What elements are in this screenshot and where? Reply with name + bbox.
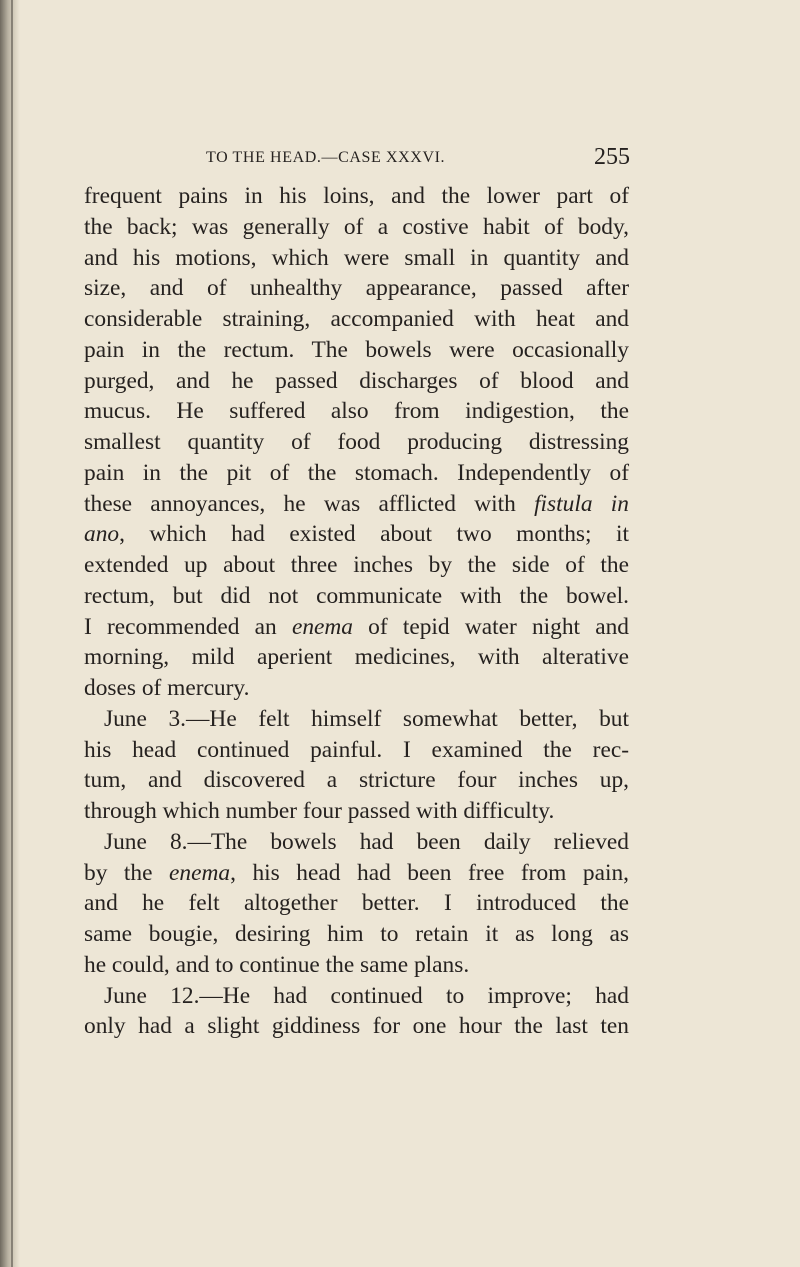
text-fragment: frequent pains in his loins, and the lower part of <box>84 183 629 209</box>
text-fragment: his head continued painful. I examined the rec- <box>84 736 629 763</box>
text-line <box>84 765 629 796</box>
text-line <box>84 704 629 735</box>
text-fragment: these annoyances, he was afflicted with <box>84 490 535 517</box>
italic-fragment: fistula in <box>534 490 629 517</box>
binding-line <box>11 0 13 1267</box>
text-fragment: and his motions, which were small in quantity and <box>84 244 629 271</box>
text-line <box>84 335 629 366</box>
text-fragment: considerable straining, accompanied with heat and <box>84 306 629 332</box>
text-fragment: same bougie, desiring him to retain it as long as <box>84 921 629 947</box>
text-line <box>84 827 629 858</box>
text-line <box>84 950 629 981</box>
text-fragment: extended up about three inches by the side of the <box>84 552 629 578</box>
text-line <box>84 427 629 458</box>
text-fragment: rectum, but did not communicate with the bowel. <box>84 582 629 609</box>
text-line <box>84 550 629 581</box>
text-line <box>84 981 629 1012</box>
text-fragment: June 3.—He felt himself somewhat better, but <box>104 705 629 732</box>
text-line <box>84 858 629 889</box>
text-fragment: , his head had been free from pain, <box>230 859 629 886</box>
text-line <box>84 489 629 520</box>
text-fragment: June 12.—He had continued to improve; had <box>104 982 629 1009</box>
text-fragment: only had a slight giddiness for one hour the last ten <box>84 1013 629 1040</box>
text-fragment: and he felt altogether better. I introduced the <box>84 890 629 917</box>
text-fragment: I recommended an <box>84 613 292 640</box>
text-fragment: size, and of unhealthy appearance, passed after <box>84 275 629 302</box>
text-fragment: smallest quantity of food producing distressing <box>84 429 629 455</box>
text-fragment: purged, and he passed discharges of blood and <box>84 367 629 394</box>
text-line <box>84 1011 629 1042</box>
text-line <box>84 735 629 766</box>
text-line <box>84 181 629 212</box>
text-line <box>84 458 629 489</box>
header-title: TO THE HEAD.—CASE XXXVI. <box>206 149 446 166</box>
text-line <box>84 243 629 274</box>
body-text <box>84 181 629 1042</box>
text-line <box>84 212 629 243</box>
text-fragment: he could, and to continue the same plans. <box>84 951 470 978</box>
text-fragment: pain in the rectum. The bowels were occasionally <box>84 336 629 363</box>
text-line <box>84 612 629 643</box>
text-fragment: June 8.—The bowels had been daily relieved <box>104 828 629 855</box>
text-fragment: by the <box>84 859 170 886</box>
text-fragment: doses of mercury. <box>84 675 250 701</box>
italic-fragment: enema <box>169 859 231 886</box>
text-fragment: , which had existed about two months; it <box>119 521 629 548</box>
italic-fragment: enema <box>291 613 353 640</box>
text-line <box>84 673 629 704</box>
text-line <box>84 273 629 304</box>
text-line <box>84 642 629 673</box>
italic-fragment: ano <box>84 521 120 548</box>
text-fragment: tum, and discovered a stricture four inches up, <box>84 767 629 794</box>
text-line <box>84 519 629 550</box>
text-fragment: through which number four passed with difficulty. <box>84 798 555 824</box>
text-line <box>84 304 629 335</box>
text-line <box>84 919 629 950</box>
text-line <box>84 581 629 612</box>
text-fragment: morning, mild aperient medicines, with alterative <box>84 644 629 671</box>
text-fragment: pain in the pit of the stomach. Independently of <box>84 459 629 486</box>
text-line <box>84 888 629 919</box>
text-line <box>84 796 629 827</box>
text-fragment: the back; was generally of a costive habit of body, <box>84 213 629 240</box>
text-fragment: mucus. He suffered also from indigestion, the <box>84 398 629 425</box>
page-number: 255 <box>594 144 630 170</box>
text-line <box>84 366 629 397</box>
running-head <box>206 144 630 176</box>
text-line <box>84 396 629 427</box>
binding-edge <box>0 0 20 1267</box>
text-fragment: of tepid water night and <box>352 613 629 640</box>
